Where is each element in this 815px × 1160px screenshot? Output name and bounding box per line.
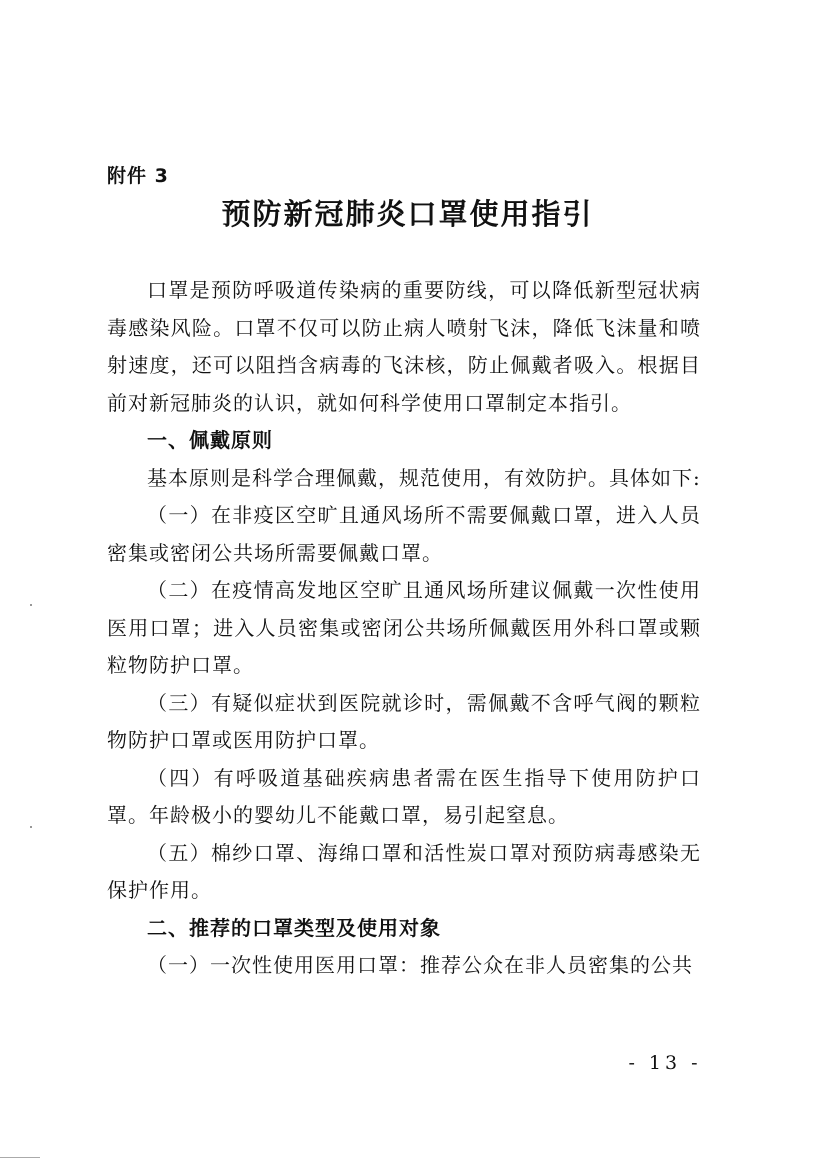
scan-edge-line — [0, 1157, 40, 1158]
principle-item-2: （二）在疫情高发地区空旷且通风场所建议佩戴一次性使用医用口罩；进入人员密集或密闭公共场所佩戴医用外科口罩或颗粒物防护口罩。 — [107, 578, 701, 677]
principle-item-5: （五）棉纱口罩、海绵口罩和活性炭口罩对预防病毒感染无保护作用。 — [107, 840, 701, 902]
scan-speck — [30, 604, 32, 606]
intro-paragraph: 口罩是预防呼吸道传染病的重要防线，可以降低新型冠状病毒感染风险。口罩不仅可以防止病人喷射飞沫，降低飞沫量和喷射速度，还可以阻挡含病毒的飞沫核，防止佩戴者吸入。根据目前对新冠肺炎的认识，就如何科学使用口罩制定本指引。 — [107, 278, 701, 415]
principle-paragraph: 基本原则是科学合理佩戴，规范使用，有效防护。具体如下: — [147, 465, 701, 490]
section-heading-1: 一、佩戴原则 — [147, 428, 273, 452]
principle-item-1: （一）在非疫区空旷且通风场所不需要佩戴口罩，进入人员密集或密闭公共场所需要佩戴口罩。 — [107, 503, 701, 565]
principle-item-3: （三）有疑似症状到医院就诊时，需佩戴不含呼气阀的颗粒物防护口罩或医用防护口罩。 — [107, 690, 701, 752]
section-heading-2: 二、推荐的口罩类型及使用对象 — [147, 915, 441, 940]
page-number: - 13 - — [628, 1052, 702, 1074]
document-title: 预防新冠肺炎口罩使用指引 — [221, 197, 594, 231]
document-body — [107, 272, 701, 985]
principle-item-4: （四）有呼吸道基础疾病患者需在医生指导下使用防护口罩。年龄极小的婴幼儿不能戴口罩，易引起窒息。 — [107, 765, 701, 827]
attachment-label: 附件 3 — [107, 165, 169, 187]
mask-type-item-1: （一）一次性使用医用口罩：推荐公众在非人员密集的公共 — [147, 953, 693, 977]
scan-speck — [30, 826, 32, 828]
